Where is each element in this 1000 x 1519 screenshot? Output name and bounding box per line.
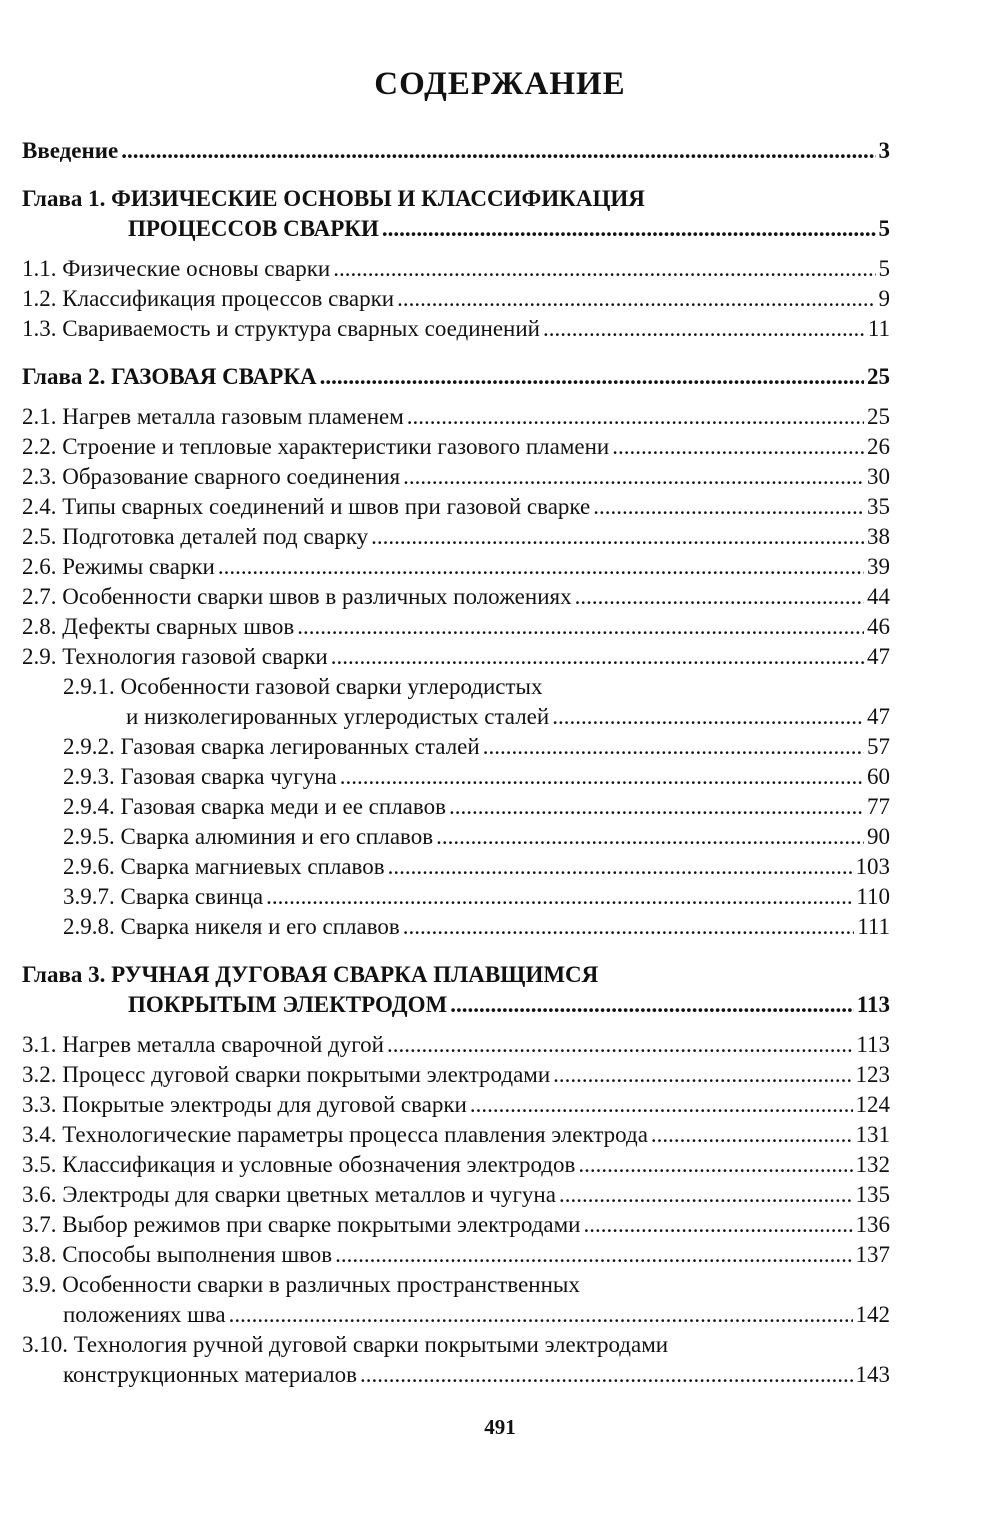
chapter-title-line-2 (22, 990, 890, 1020)
dot-leader (360, 1360, 853, 1390)
toc-entry-text: 2.7. Особенности сварки швов в различных положениях (22, 584, 572, 609)
toc-page-number: 30 (867, 464, 890, 489)
toc-entry (22, 402, 890, 432)
dot-leader (450, 990, 854, 1020)
toc-entry-text: 1.2. Классификация процессов сварки (22, 286, 395, 311)
toc-entry-text: 3.5. Классификация и условные обозначения электродов (22, 1152, 576, 1177)
toc-entry (22, 1060, 890, 1090)
toc-entry-text: и низколегированных углеродистых сталей (126, 704, 550, 729)
dot-leader (382, 214, 876, 244)
toc-entry-text: положениях шва (63, 1302, 226, 1327)
toc-entry-text: 3.6. Электроды для сварки цветных металлов и чугуна (22, 1182, 556, 1207)
toc-page-number: 47 (867, 644, 890, 669)
toc-entry (22, 1150, 890, 1180)
toc-page-number: 57 (867, 734, 890, 759)
toc-page-number: 3 (878, 138, 890, 163)
toc-entry-text: 2.9.6. Сварка магниевых сплавов (63, 854, 385, 879)
dot-leader (651, 1120, 853, 1150)
toc-page-number: 113 (856, 992, 890, 1017)
toc-subentry (22, 822, 890, 852)
dot-leader (470, 1090, 853, 1120)
toc-entry (22, 314, 890, 344)
toc-subentry (22, 762, 890, 792)
toc-page-number: 132 (855, 1152, 890, 1177)
toc-page-number: 25 (867, 404, 890, 429)
toc-page-number: 77 (867, 794, 890, 819)
toc-chapter-3 (22, 960, 890, 1020)
toc-chapter-3-sections (22, 1030, 890, 1390)
toc-entry-text: Глава 2. ГАЗОВАЯ СВАРКА (22, 364, 317, 389)
toc-page-number: 60 (867, 764, 890, 789)
toc-page-number: 123 (855, 1062, 890, 1087)
toc-page-number: 113 (856, 1032, 890, 1057)
dot-leader (333, 254, 875, 284)
toc-page-number: 44 (867, 584, 890, 609)
toc-entry-text: 3.2. Процесс дуговой сварки покрытыми электродами (22, 1062, 551, 1087)
toc-page-number: 111 (857, 914, 890, 939)
toc-entry (22, 432, 890, 462)
toc-page-number: 9 (878, 286, 890, 311)
toc-chapter-2 (22, 362, 890, 392)
dot-leader (436, 822, 864, 852)
toc-entry (22, 1180, 890, 1210)
toc-page-number: 38 (867, 524, 890, 549)
toc-entry-text: 2.9. Технология газовой сварки (22, 644, 328, 669)
toc-page-number: 11 (867, 316, 890, 341)
toc-entry (22, 552, 890, 582)
chapter-title-line-1: Глава 1. ФИЗИЧЕСКИЕ ОСНОВЫ И КЛАССИФИКАЦИЯ (22, 186, 645, 211)
toc-page-number: 124 (855, 1092, 890, 1117)
dot-leader (578, 1150, 852, 1180)
toc-page-number: 136 (855, 1212, 890, 1237)
toc-entry (22, 284, 890, 314)
dot-leader (553, 1060, 852, 1090)
toc-subentry (22, 882, 890, 912)
toc-entry-text: 3.3. Покрытые электроды для дуговой сварки (22, 1092, 467, 1117)
toc-subentry (22, 702, 890, 732)
toc-entry-text: ПРОЦЕССОВ СВАРКИ (128, 216, 379, 241)
toc-entry (22, 1090, 890, 1120)
dot-leader (559, 1180, 853, 1210)
dot-leader (331, 642, 864, 672)
toc-entry (22, 612, 890, 642)
toc-entry (22, 492, 890, 522)
toc-page-number: 35 (867, 494, 890, 519)
toc-entry-text: 3.4. Технологические параметры процесса плавления электрода (22, 1122, 648, 1147)
toc-entry-text: 1.3. Свариваемость и структура сварных соединений (22, 316, 540, 341)
toc-entry-text: 2.9.3. Газовая сварка чугуна (63, 764, 337, 789)
dot-leader (397, 284, 875, 314)
toc-entry-text: 2.4. Типы сварных соединений и швов при газовой сварке (22, 494, 591, 519)
toc-entry (22, 254, 890, 284)
toc-subentry (22, 792, 890, 822)
toc-entry-text: 2.3. Образование сварного соединения (22, 464, 401, 489)
toc-entry-text: 3.9.7. Сварка свинца (63, 884, 264, 909)
toc-subentry (22, 732, 890, 762)
dot-leader (575, 582, 864, 612)
toc-entry-text: 3.7. Выбор режимов при сварке покрытыми электродами (22, 1212, 581, 1237)
toc-entry-text: 2.2. Строение и тепловые характеристики газового пламени (22, 434, 610, 459)
dot-leader (218, 552, 864, 582)
dot-leader (340, 762, 864, 792)
toc-entry-text: Введение (22, 138, 119, 163)
toc-subentry (22, 912, 890, 942)
dot-leader (407, 402, 864, 432)
toc-entry-text: конструкционных материалов (63, 1362, 357, 1387)
dot-leader (449, 792, 864, 822)
toc-page-number: 142 (855, 1302, 890, 1327)
dot-leader (403, 462, 864, 492)
dot-leader (297, 612, 864, 642)
dot-leader (229, 1300, 853, 1330)
toc-entry-text: 2.6. Режимы сварки (22, 554, 215, 579)
chapter-title-line-1: Глава 3. РУЧНАЯ ДУГОВАЯ СВАРКА ПЛАВЩИМСЯ (22, 962, 599, 987)
dot-leader (335, 1240, 852, 1270)
toc-page-number: 143 (855, 1362, 890, 1387)
toc-page-number: 137 (855, 1242, 890, 1267)
toc-entry-text: 3.1. Нагрев металла сварочной дугой (22, 1032, 384, 1057)
dot-leader (320, 362, 864, 392)
dot-leader (552, 702, 864, 732)
toc-entry-text: 1.1. Физические основы сварки (22, 256, 331, 281)
toc-entry-text: 2.8. Дефекты сварных швов (22, 614, 295, 639)
toc-entry-text: 2.9.5. Сварка алюминия и его сплавов (63, 824, 434, 849)
dot-leader (371, 522, 864, 552)
dot-leader (483, 732, 864, 762)
toc-entry (22, 1210, 890, 1240)
toc-entry (22, 1240, 890, 1270)
dot-leader (388, 852, 853, 882)
toc-entry (22, 522, 890, 552)
dot-leader (403, 912, 854, 942)
dot-leader (266, 882, 853, 912)
toc-entry-continuation (22, 1300, 890, 1330)
dot-leader (121, 136, 875, 166)
dot-leader (612, 432, 864, 462)
toc-page-number: 90 (867, 824, 890, 849)
toc-entry (22, 582, 890, 612)
toc-page-number: 25 (867, 364, 890, 389)
toc-entry (22, 642, 890, 672)
toc-subentry (22, 852, 890, 882)
toc-entry (22, 1030, 890, 1060)
toc-entry-text: 2.9.8. Сварка никеля и его сплавов (63, 914, 400, 939)
page-title: СОДЕРЖАНИЕ (374, 66, 626, 102)
toc-entry-text: 2.9.4. Газовая сварка меди и ее сплавов (63, 794, 446, 819)
toc-page-number: 5 (878, 216, 890, 241)
dot-leader (543, 314, 865, 344)
toc-page-number: 131 (855, 1122, 890, 1147)
toc-page-number: 5 (878, 256, 890, 281)
toc-entry-first-line: 3.9. Особенности сварки в различных пространственных (22, 1272, 580, 1297)
toc-chapter-2-sections (22, 402, 890, 942)
toc-page-number: 26 (867, 434, 890, 459)
toc-entry-text: 2.5. Подготовка деталей под сварку (22, 524, 369, 549)
dot-leader (583, 1210, 852, 1240)
toc-entry (22, 462, 890, 492)
page-number-footer: 491 (484, 1415, 516, 1439)
toc-page-number: 47 (867, 704, 890, 729)
chapter-title-line-2 (22, 214, 890, 244)
toc-page-number: 46 (867, 614, 890, 639)
toc-page-number: 110 (856, 884, 890, 909)
toc-subentry-first-line: 2.9.1. Особенности газовой сварки углеродистых (63, 674, 543, 699)
toc-chapter-1-sections (22, 254, 890, 344)
toc-page-number: 103 (855, 854, 890, 879)
toc-entry-intro (22, 136, 890, 166)
toc-entry-continuation (22, 1360, 890, 1390)
toc-entry-text: ПОКРЫТЫМ ЭЛЕКТРОДОМ (128, 992, 448, 1017)
dot-leader (593, 492, 864, 522)
toc-page-number: 39 (867, 554, 890, 579)
toc-page-number: 135 (855, 1182, 890, 1207)
toc-entry-text: 2.1. Нагрев металла газовым пламенем (22, 404, 404, 429)
dot-leader (387, 1030, 853, 1060)
toc-entry-text: 2.9.2. Газовая сварка легированных сталей (63, 734, 480, 759)
toc-entry (22, 1120, 890, 1150)
toc-chapter-1 (22, 184, 890, 244)
toc-entry-first-line: 3.10. Технология ручной дуговой сварки покрытыми электродами (22, 1332, 669, 1357)
table-of-contents (22, 128, 890, 1390)
toc-entry-text: 3.8. Способы выполнения швов (22, 1242, 333, 1267)
